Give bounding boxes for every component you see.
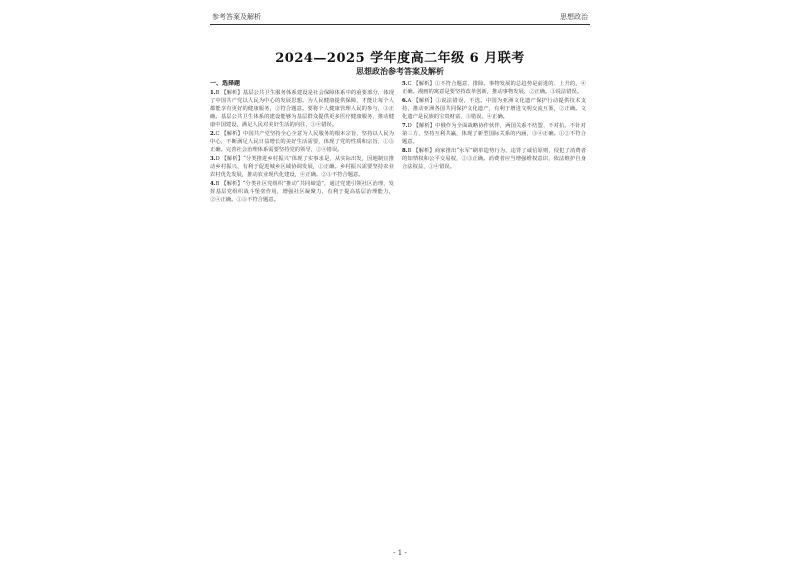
- answer-text: D 【解析】“分类推进乡村振兴”体现了实事求是，从实际出发，因地制宜推动乡村振兴，有利于促进城乡区域协调发展，①正确。乡村振兴需要坚持农业农村优先发展，推动农业现代化建设，④正确。②③不符合题意。: [210, 156, 394, 178]
- right-column: [402, 80, 586, 545]
- answer-text: A 【解析】①说法错误，不选。中国为亚洲文化遗产保护行动提供技术支持，推动亚洲各国共同保护文化遗产，有利于增进文明交流互鉴，②正确。文化遗产是民族的宝贵财富，③错误。④正确。: [402, 98, 586, 120]
- answer-number: 7.: [402, 123, 408, 129]
- answer-number: 2.: [210, 131, 216, 137]
- answer-text: C 【解析】①不符合题意，排除。事物发展的总趋势是前进的、上升的，④正确。漫画的寓意是要坚持改革创新，推动事物发展，②正确。③说法错误。: [402, 81, 586, 95]
- answer-item: [402, 122, 586, 146]
- answer-item: [402, 80, 586, 96]
- answer-number: 5.: [402, 81, 408, 87]
- answer-item: [210, 180, 394, 204]
- answer-number: 6.: [402, 98, 408, 104]
- answer-text: C 【解析】中国共产党坚持全心全意为人民服务的根本宗旨，坚持以人民为中心，不断满足人民日益增长的美好生活需要，体现了党的性质和宗旨，①③正确。完善社会治理体系需要坚持党的领导，②④错误。: [210, 131, 394, 153]
- answer-item: [210, 155, 394, 179]
- exam-title: 2024—2025 学年度高二年级 6 月联考: [275, 51, 525, 66]
- answer-text: D 【解析】中俄作为全面战略协作伙伴，两国关系不结盟、不对抗、不针对第三方，坚持互利共赢，体现了新型国际关系的内涵，③④正确。①②不符合题意。: [402, 123, 586, 145]
- answer-item: [402, 97, 586, 121]
- left-column: [210, 80, 394, 545]
- answer-item: [210, 130, 394, 154]
- exam-subtitle: 思想政治参考答案及解析: [356, 66, 444, 76]
- answer-number: 8.: [402, 148, 408, 154]
- answer-item: [210, 89, 394, 129]
- header-subject-label: 思想政治: [560, 13, 588, 21]
- page-number: - 1 -: [393, 549, 407, 557]
- answer-number: 3.: [210, 156, 216, 162]
- answer-number: 1.: [210, 90, 216, 96]
- answer-item: [402, 147, 586, 171]
- section-label: 一、选择题: [210, 80, 241, 87]
- answer-text: B 【解析】商家推出“水军”刷单造势行为，违背了诚信原则，侵犯了消费者的知情权和公平交易权，②③正确。消费者应当增强维权意识，依法维护自身合法权益，①④错误。: [402, 148, 586, 170]
- page-header: [210, 10, 590, 25]
- answer-number: 4.: [210, 181, 216, 187]
- answer-text: B 【解析】基层公共卫生服务体系建设是社会保障体系中的重要部分，体现了中国共产党以人民为中心的发展思想。为人民健康提供保障，才能让每个人都能享有更好的健康服务，②符合题意。要将个人健康管理人民的参与，③正确。基层公共卫生体系的建设能够为基层群众提供更多医疗健康服务，推动健康中国建设，满足人民对美好生活的向往，①④错误。: [210, 90, 394, 128]
- header-left-label: 参考答案及解析: [212, 13, 261, 21]
- answer-text: B 【解析】“分类社区党组织”推动“共同缔造”，通过党建引领社区治理，发挥基层党组织战斗堡垒作用，增强社区凝聚力，有利于提高基层治理能力，②④正确。①③不符合题意。: [210, 181, 394, 203]
